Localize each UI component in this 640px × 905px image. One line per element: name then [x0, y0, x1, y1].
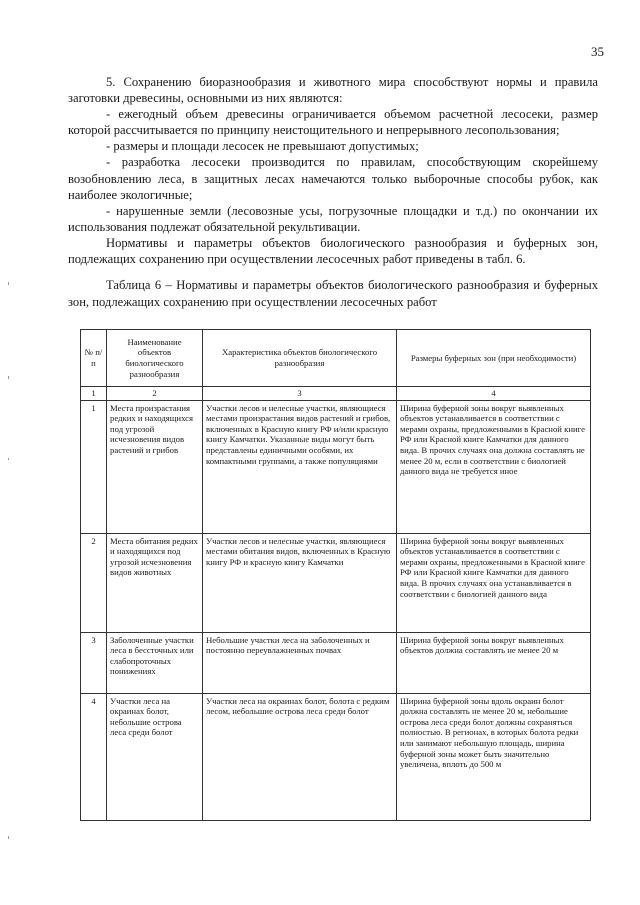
scan-mark	[8, 282, 9, 285]
column-numbers-row	[81, 387, 591, 401]
row-description: Небольшие участки леса на заболоченных и постоянно переувлажненных почвах	[203, 632, 397, 693]
scan-mark	[8, 458, 9, 460]
row-name: Заболоченные участки леса в бессточных или слабопроточных понижениях	[107, 632, 203, 693]
scan-mark	[8, 836, 9, 839]
table-header-row	[81, 330, 591, 387]
row-buffer: Ширина буферной зоны вдоль окраин болот должна составлять не менее 20 м, небольшие острова леса среди болот должны сохраняться полностью. В регионах, в которых болота редки или занимают небольшую площадь, ширина буферной зоны может быть значительно увеличена, вплоть до 500 м	[397, 693, 591, 820]
paragraph-6: Нормативы и параметры объектов биологического разнообразия и буферных зон, подлежащих сохранению при осуществлении лесосечных работ приведены в табл. 6.	[68, 235, 598, 267]
paragraph-2: - ежегодный объем древесины ограничивается объемом расчетной лесосеки, размер которой рассчитывается по принципу неистощительного и непрерывного лесопользования;	[68, 107, 598, 138]
row-name: Места обитания редких и находящихся под угрозой исчезновения видов животных	[107, 533, 203, 632]
row-buffer: Ширина буферной зоны вокруг выявленных объектов устанавливается в соответствии с мерами охраны, предложенными в Красной книге РФ или Красной книге Камчатки для данного вида. В прочих случаях она устанавливается в соответствии с биологией данного вида	[397, 533, 591, 632]
norms-table	[80, 329, 591, 821]
row-num: 4	[81, 693, 107, 820]
column-number: 3	[203, 387, 397, 401]
table-row	[81, 533, 591, 632]
table-row	[81, 400, 591, 533]
header-name: Наименование объектов биологического разнообразия	[107, 330, 203, 387]
row-num: 2	[81, 533, 107, 632]
row-name: Участки леса на окраинах болот, небольшие острова леса среди болот	[107, 693, 203, 820]
row-description: Участки лесов и нелесные участки, являющиеся местами произрастания видов растений и грибов, включенных в Красную книгу РФ и/или красную книгу Камчатки. Указанные виды могут быть представлены единичными особями, их компактными группами, а также популяциями	[203, 400, 397, 533]
page-number: 35	[591, 44, 604, 59]
row-description: Участки леса на окраинах болот, болота с редким лесом, небольшие острова леса среди болот	[203, 693, 397, 820]
column-number: 2	[107, 387, 203, 401]
scan-mark	[8, 376, 9, 379]
row-description: Участки лесов и нелесные участки, являющиеся местами обитания видов, включенных в Красную книгу РФ и красную книгу Камчатки	[203, 533, 397, 632]
row-name: Места произрастания редких и находящихся под угрозой исчезновения видов растений и грибов	[107, 400, 203, 533]
paragraph-5: - нарушенные земли (лесовозные усы, погрузочные площадки и т.д.) по окончании их использования подлежат обязательной рекультивации.	[68, 203, 598, 234]
row-num: 1	[81, 400, 107, 533]
row-buffer: Ширина буферной зоны вокруг выявленных объектов устанавливается в соответствии с мерами охраны, предложенными в Красной книге РФ или Красной книге Камчатки для данного вида. В прочих случаях она должна составлять не менее 20 м, если в соответствии с биологией данного вида не требуется иное	[397, 400, 591, 533]
paragraph-4: - разработка лесосеки производится по правилам, способствующим скорейшему возобновлению леса, в защитных лесах намечаются только выборочные способы рубок, как наиболее экологичные;	[68, 155, 598, 202]
paragraph-3: - размеры и площади лесосек не превышают допустимых;	[106, 139, 419, 154]
table-row	[81, 693, 591, 820]
column-number: 1	[81, 387, 107, 401]
column-number: 4	[397, 387, 591, 401]
table-row	[81, 632, 591, 693]
table-caption: Таблица 6 – Нормативы и параметры объектов биологического разнообразия и буферных зон, подлежащих сохранению при осуществлении лесосечных работ	[68, 278, 598, 309]
header-buffer: Размеры буферных зон (при необходимости)	[397, 330, 591, 387]
header-num: № п/п	[81, 330, 107, 387]
header-description: Характеристика объектов биологического разнообразия	[203, 330, 397, 387]
row-num: 3	[81, 632, 107, 693]
body-text	[68, 74, 598, 310]
paragraph-1: 5. Сохранению биоразнообразия и животного мира способствуют нормы и правила заготовки древесины, основными из них являются:	[68, 75, 598, 106]
row-buffer: Ширина буферной зоны вокруг выявленных объектов должна составлять не менее 20 м	[397, 632, 591, 693]
